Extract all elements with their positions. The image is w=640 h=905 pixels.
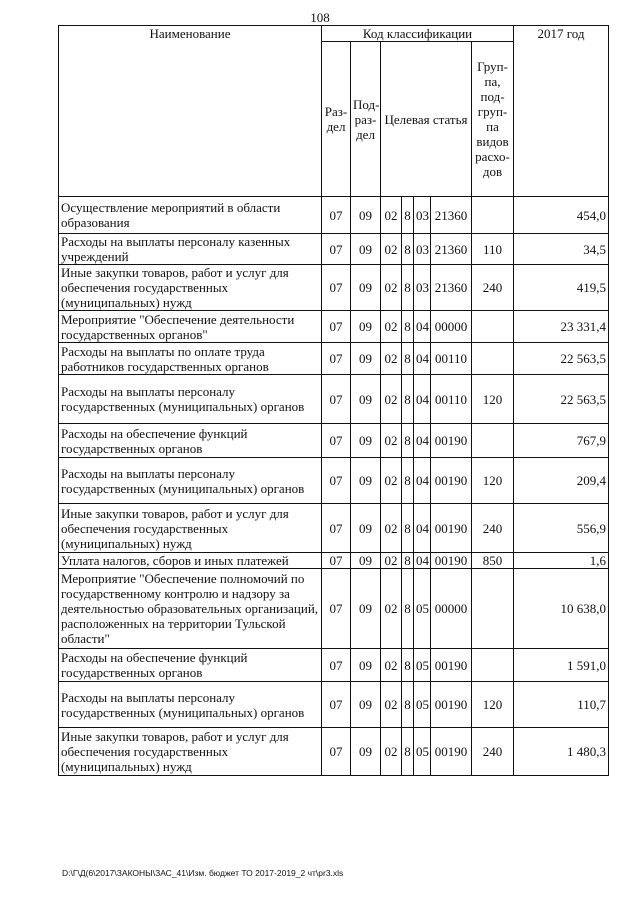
table-row	[59, 311, 609, 343]
header-code-group: Код классификации	[322, 26, 514, 42]
row-expense-group	[472, 343, 514, 375]
row-target-direction: 21360	[431, 197, 472, 234]
table-row	[59, 504, 609, 553]
row-target-subprogram: 8	[402, 375, 414, 424]
row-name: Уплата налогов, сборов и иных платежей	[59, 553, 322, 569]
row-target-subprogram: 8	[402, 649, 414, 682]
row-expense-group: 120	[472, 682, 514, 728]
row-target-event: 04	[414, 343, 431, 375]
row-amount: 22 563,5	[514, 343, 609, 375]
row-target-program: 02	[381, 649, 402, 682]
row-expense-group: 240	[472, 504, 514, 553]
row-target-event: 04	[414, 504, 431, 553]
row-name: Расходы на выплаты персоналу государственных (муниципальных) органов	[59, 682, 322, 728]
row-expense-group	[472, 424, 514, 458]
header-subsection: Под-раз-дел	[351, 42, 381, 197]
row-target-subprogram: 8	[402, 424, 414, 458]
row-section: 07	[322, 265, 351, 311]
row-name: Иные закупки товаров, работ и услуг для обеспечения государственных (муниципальных) нужд	[59, 728, 322, 776]
header-year: 2017 год	[514, 26, 609, 197]
row-target-program: 02	[381, 375, 402, 424]
row-expense-group: 240	[472, 265, 514, 311]
row-expense-group	[472, 649, 514, 682]
row-section: 07	[322, 343, 351, 375]
row-target-direction: 00190	[431, 649, 472, 682]
row-section: 07	[322, 424, 351, 458]
row-section: 07	[322, 682, 351, 728]
row-name: Расходы на выплаты персоналу государственных (муниципальных) органов	[59, 458, 322, 504]
row-target-direction: 00190	[431, 553, 472, 569]
row-subsection: 09	[351, 375, 381, 424]
row-target-direction: 00110	[431, 375, 472, 424]
row-section: 07	[322, 375, 351, 424]
row-target-direction: 00190	[431, 504, 472, 553]
row-target-direction: 00190	[431, 682, 472, 728]
row-section: 07	[322, 553, 351, 569]
row-subsection: 09	[351, 504, 381, 553]
header-name: Наименование	[59, 26, 322, 197]
row-amount: 110,7	[514, 682, 609, 728]
row-target-event: 05	[414, 649, 431, 682]
row-amount: 209,4	[514, 458, 609, 504]
row-expense-group: 110	[472, 234, 514, 265]
row-name: Иные закупки товаров, работ и услуг для обеспечения государственных (муниципальных) нужд	[59, 265, 322, 311]
row-expense-group: 120	[472, 458, 514, 504]
row-target-direction: 00190	[431, 458, 472, 504]
row-name: Осуществление мероприятий в области образования	[59, 197, 322, 234]
table-row	[59, 265, 609, 311]
row-target-program: 02	[381, 234, 402, 265]
row-name: Расходы на выплаты персоналу казенных учреждений	[59, 234, 322, 265]
row-target-subprogram: 8	[402, 504, 414, 553]
row-target-event: 04	[414, 424, 431, 458]
row-expense-group	[472, 311, 514, 343]
page-number: 108	[310, 10, 330, 25]
row-subsection: 09	[351, 343, 381, 375]
row-amount: 10 638,0	[514, 569, 609, 649]
row-subsection: 09	[351, 234, 381, 265]
row-target-subprogram: 8	[402, 569, 414, 649]
row-section: 07	[322, 569, 351, 649]
table-row	[59, 569, 609, 649]
row-target-program: 02	[381, 682, 402, 728]
header-target: Целевая статья	[381, 42, 472, 197]
table-body	[59, 197, 609, 776]
row-subsection: 09	[351, 265, 381, 311]
row-target-subprogram: 8	[402, 234, 414, 265]
table-row	[59, 424, 609, 458]
row-target-event: 04	[414, 375, 431, 424]
row-expense-group	[472, 197, 514, 234]
row-target-event: 05	[414, 682, 431, 728]
row-subsection: 09	[351, 553, 381, 569]
row-target-subprogram: 8	[402, 265, 414, 311]
row-target-direction: 00000	[431, 311, 472, 343]
row-target-subprogram: 8	[402, 197, 414, 234]
row-target-direction: 00190	[431, 424, 472, 458]
row-expense-group: 850	[472, 553, 514, 569]
table-row	[59, 553, 609, 569]
row-target-direction: 00190	[431, 728, 472, 776]
row-target-event: 04	[414, 553, 431, 569]
row-target-program: 02	[381, 728, 402, 776]
row-amount: 1,6	[514, 553, 609, 569]
row-section: 07	[322, 728, 351, 776]
row-amount: 22 563,5	[514, 375, 609, 424]
row-name: Иные закупки товаров, работ и услуг для обеспечения государственных (муниципальных) нужд	[59, 504, 322, 553]
row-section: 07	[322, 311, 351, 343]
row-target-program: 02	[381, 569, 402, 649]
row-subsection: 09	[351, 311, 381, 343]
row-target-subprogram: 8	[402, 682, 414, 728]
row-section: 07	[322, 504, 351, 553]
row-target-event: 05	[414, 728, 431, 776]
row-target-event: 03	[414, 265, 431, 311]
row-target-direction: 21360	[431, 265, 472, 311]
row-name: Расходы на обеспечение функций государственных органов	[59, 649, 322, 682]
row-target-program: 02	[381, 197, 402, 234]
row-target-subprogram: 8	[402, 343, 414, 375]
row-amount: 1 480,3	[514, 728, 609, 776]
row-target-program: 02	[381, 504, 402, 553]
table-row	[59, 234, 609, 265]
table-row	[59, 197, 609, 234]
table-row	[59, 343, 609, 375]
row-name: Расходы на выплаты по оплате труда работников государственных органов	[59, 343, 322, 375]
row-target-event: 03	[414, 197, 431, 234]
row-target-direction: 00000	[431, 569, 472, 649]
row-target-event: 04	[414, 458, 431, 504]
row-subsection: 09	[351, 458, 381, 504]
header-section: Раз-дел	[322, 42, 351, 197]
row-amount: 767,9	[514, 424, 609, 458]
row-target-direction: 21360	[431, 234, 472, 265]
row-name: Мероприятие "Обеспечение деятельности государственных органов"	[59, 311, 322, 343]
row-target-event: 03	[414, 234, 431, 265]
row-target-program: 02	[381, 343, 402, 375]
row-target-subprogram: 8	[402, 728, 414, 776]
row-amount: 23 331,4	[514, 311, 609, 343]
budget-table	[58, 25, 609, 776]
row-target-program: 02	[381, 424, 402, 458]
row-expense-group: 240	[472, 728, 514, 776]
row-name: Расходы на обеспечение функций государственных органов	[59, 424, 322, 458]
row-section: 07	[322, 234, 351, 265]
row-subsection: 09	[351, 197, 381, 234]
row-target-direction: 00110	[431, 343, 472, 375]
row-name: Мероприятие "Обеспечение полномочий по государственному контролю и надзору за деятельностью образовательных организаций, расположенных на территории Тульской области"	[59, 569, 322, 649]
row-target-subprogram: 8	[402, 458, 414, 504]
row-subsection: 09	[351, 569, 381, 649]
header-group: Груп-па, под-груп-па видов расхо-дов	[472, 42, 514, 197]
table-row	[59, 458, 609, 504]
row-target-subprogram: 8	[402, 553, 414, 569]
table-row	[59, 728, 609, 776]
row-section: 07	[322, 197, 351, 234]
row-target-subprogram: 8	[402, 311, 414, 343]
row-section: 07	[322, 458, 351, 504]
row-amount: 419,5	[514, 265, 609, 311]
row-subsection: 09	[351, 649, 381, 682]
row-expense-group: 120	[472, 375, 514, 424]
footer-file-path: D:\Г\Д(6\2017\ЗАКОНЫ\ЗАС_41\Изм. бюджет ТО 2017-2019_2 чт\pr3.xls	[62, 868, 344, 878]
row-target-program: 02	[381, 458, 402, 504]
row-subsection: 09	[351, 682, 381, 728]
row-subsection: 09	[351, 424, 381, 458]
row-target-program: 02	[381, 311, 402, 343]
row-target-program: 02	[381, 265, 402, 311]
row-name: Расходы на выплаты персоналу государственных (муниципальных) органов	[59, 375, 322, 424]
table-row	[59, 682, 609, 728]
table-row	[59, 375, 609, 424]
row-target-program: 02	[381, 553, 402, 569]
row-amount: 556,9	[514, 504, 609, 553]
row-section: 07	[322, 649, 351, 682]
table-row	[59, 649, 609, 682]
row-subsection: 09	[351, 728, 381, 776]
row-expense-group	[472, 569, 514, 649]
row-amount: 34,5	[514, 234, 609, 265]
row-amount: 1 591,0	[514, 649, 609, 682]
row-amount: 454,0	[514, 197, 609, 234]
row-target-event: 04	[414, 311, 431, 343]
row-target-event: 05	[414, 569, 431, 649]
